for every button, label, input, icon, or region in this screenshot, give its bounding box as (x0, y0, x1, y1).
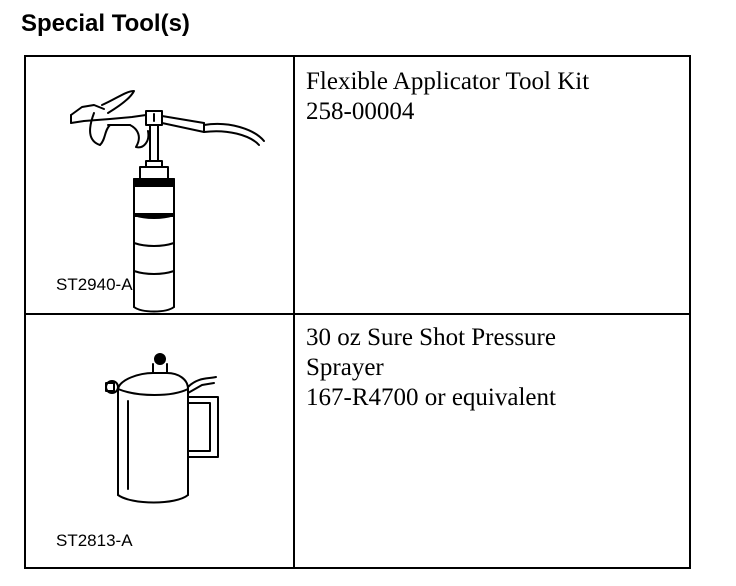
page-title: Special Tool(s) (21, 10, 190, 37)
row-divider (26, 313, 689, 315)
tool-name: Flexible Applicator Tool Kit (306, 68, 590, 95)
tool-part-number: 258-00004 (306, 98, 415, 125)
tool-description (306, 323, 556, 413)
applicator-gun-icon (54, 85, 274, 285)
tool-image-code: ST2813-A (56, 531, 133, 550)
tool-part-number: 167-R4700 or equivalent (306, 384, 556, 411)
tool-name: 30 oz Sure Shot Pressure (306, 324, 556, 351)
special-tools-table (24, 55, 691, 569)
tool-description (306, 67, 589, 127)
column-divider (293, 57, 295, 567)
tool-name-continued: Sprayer (306, 354, 384, 381)
tool-image-code: ST2940-A (56, 275, 133, 294)
pressure-sprayer-icon (98, 347, 238, 507)
